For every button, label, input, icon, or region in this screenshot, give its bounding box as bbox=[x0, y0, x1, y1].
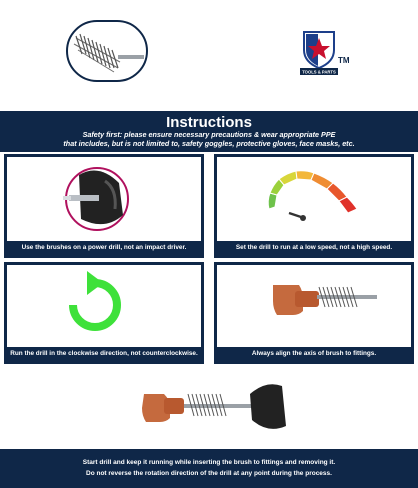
footer-banner bbox=[0, 449, 418, 488]
clockwise-arrow-icon bbox=[7, 265, 201, 347]
footer-line-1: Start drill and keep it running while inserting the brush to fittings and removing it. bbox=[82, 459, 336, 466]
panel-caption: Use the brushes on a power drill, not an impact driver. bbox=[7, 241, 201, 255]
panel-caption: Always align the axis of brush to fittings. bbox=[217, 347, 411, 361]
footer-line-2: Do not reverse the rotation direction of the drill at any point during the process. bbox=[86, 470, 332, 477]
brand-name-text: TOOLS & PARTS bbox=[302, 69, 336, 75]
panel-low-speed bbox=[214, 154, 414, 258]
brush-thumbnail bbox=[66, 20, 148, 82]
panel-power-drill bbox=[4, 154, 204, 258]
panel-align-axis bbox=[214, 262, 414, 364]
speed-gauge-icon bbox=[217, 157, 411, 241]
shield-star-icon bbox=[296, 28, 342, 76]
brush-drill-assembly-icon bbox=[140, 376, 290, 436]
drill-chuck-icon bbox=[7, 157, 201, 241]
panel-clockwise bbox=[4, 262, 204, 364]
instructions-banner bbox=[0, 111, 418, 152]
panel-caption: Set the drill to run at a low speed, not a high speed. bbox=[217, 241, 411, 255]
safety-line-2: that includes, but is not limited to, safety goggles, protective gloves, face masks, etc. bbox=[63, 138, 355, 148]
brand-logo bbox=[296, 28, 342, 76]
safety-line-1: Safety first: please ensure necessary precautions & wear appropriate PPE bbox=[82, 130, 336, 139]
panel-caption: Run the drill in the clockwise direction, not counterclockwise. bbox=[7, 347, 201, 361]
wire-brush-icon bbox=[68, 22, 146, 80]
brush-fitting-icon bbox=[217, 265, 411, 347]
instructions-title: Instructions bbox=[166, 114, 252, 131]
brush-drill-assembly bbox=[140, 376, 290, 436]
trademark-mark: TM bbox=[338, 56, 350, 65]
